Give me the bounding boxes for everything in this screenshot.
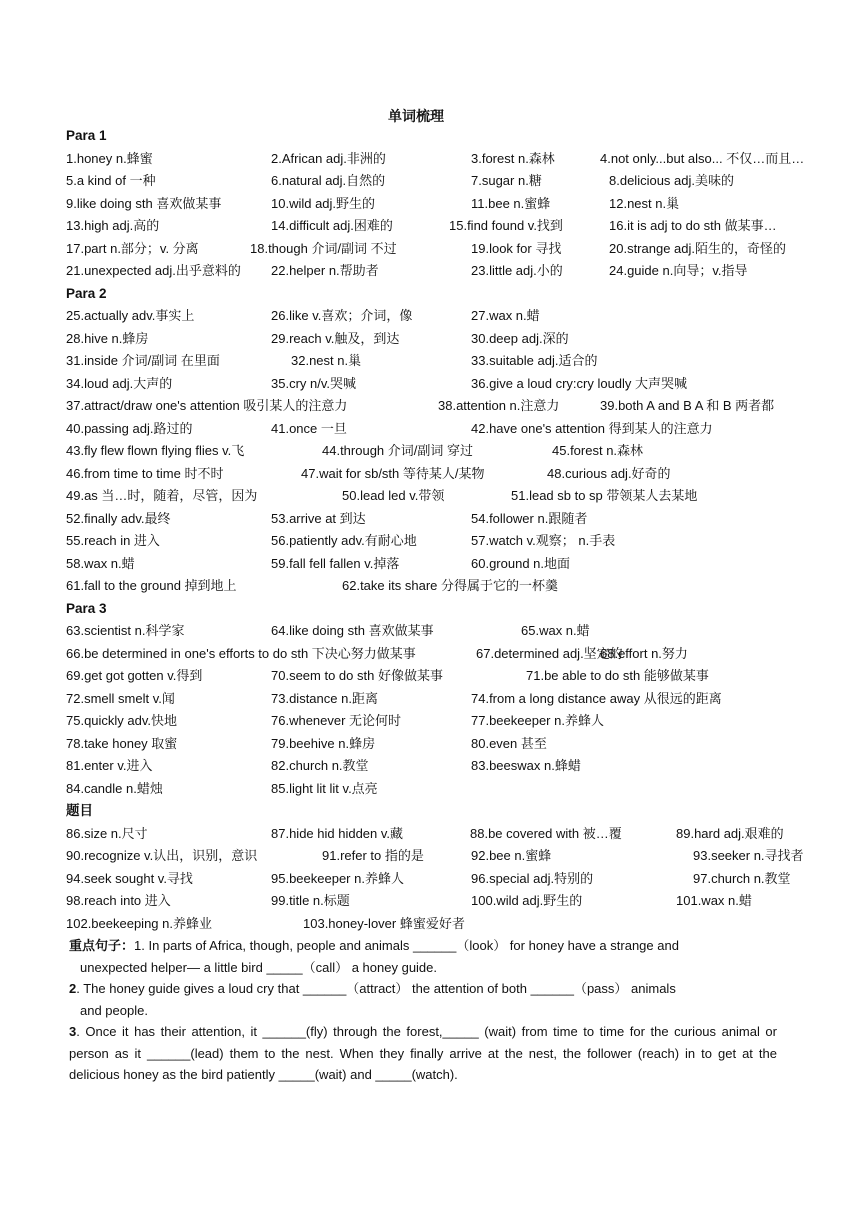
vocab-entry: 63.scientist n.科学家 (66, 623, 185, 638)
sentence-1-line-1: 1. In parts of Africa, though, people and animals ______（look） for honey have a strange and (134, 938, 679, 953)
vocab-entry: 14.difficult adj.困难的 (271, 218, 393, 233)
section-heading: 题目 (66, 803, 93, 818)
vocab-entry: 71.be able to do sth 能够做某事 (526, 668, 709, 683)
vocab-row (66, 868, 832, 891)
vocab-row (66, 823, 832, 846)
vocab-entry: 94.seek sought v.寻找 (66, 870, 193, 886)
vocab-entry: 96.special adj.特别的 (471, 870, 594, 886)
vocab-row (66, 463, 832, 486)
vocab-row (66, 305, 832, 328)
vocab-entry: 43.fly flew flown flying flies v.飞 (66, 443, 245, 458)
vocab-entry: 36.give a loud cry:cry loudly 大声哭喊 (471, 375, 688, 391)
vocab-row (66, 485, 832, 508)
vocab-row (66, 755, 832, 778)
vocab-row (66, 890, 832, 913)
vocab-row (66, 148, 832, 171)
page-title: 单词梳理 (388, 108, 444, 124)
vocab-entry: 37.attract/draw one's attention 吸引某人的注意力 (66, 398, 348, 413)
vocab-entry: 76.whenever 无论何时 (271, 713, 402, 728)
vocab-entry: 49.as 当…时，随着，尽管，因为 (66, 488, 258, 503)
vocab-entry: 93.seeker n.寻找者 (693, 848, 804, 863)
section-heading: Para 2 (66, 285, 107, 301)
vocab-entry: 42.have one's attention 得到某人的注意力 (471, 420, 713, 436)
vocab-entry: 15.find found v.找到 (449, 218, 563, 233)
vocab-row (66, 260, 832, 283)
vocab-entry: 47.wait for sb/sth 等待某人/某物 (301, 465, 485, 481)
vocab-entry: 87.hide hid hidden v.藏 (271, 825, 404, 841)
vocab-entry: 13.high adj.高的 (66, 218, 160, 233)
vocab-entry: 4.not only...but also... 不仅…而且… (600, 150, 805, 166)
vocab-entry: 29.reach v.触及，到达 (271, 330, 400, 346)
vocab-entry: 88.be covered with 被…覆 (470, 825, 622, 841)
vocab-row (66, 665, 832, 688)
vocab-entry: 102.beekeeping n.养蜂业 (66, 915, 212, 931)
vocab-entry: 25.actually adv.事实上 (66, 308, 195, 323)
vocab-entry: 23.little adj.小的 (471, 263, 563, 278)
vocab-entry: 39.both A and B A 和 B 两者都 (600, 398, 775, 413)
vocab-entry: 92.bee n.蜜蜂 (471, 848, 552, 863)
vocab-entry: 80.even 甚至 (471, 735, 547, 751)
vocab-entry: 103.honey-lover 蜂蜜爱好者 (303, 915, 465, 931)
sentence-3 (66, 1021, 777, 1086)
vocab-entry: 5.a kind of 一种 (66, 173, 156, 188)
vocab-entry: 97.church n.教堂 (693, 870, 791, 886)
sentence-2 (66, 978, 832, 1000)
vocab-entry: 64.like doing sth 喜欢做某事 (271, 623, 434, 638)
vocabulary-list (66, 125, 832, 1086)
vocab-row (66, 778, 832, 801)
sentence-2-line-1: . The honey guide gives a loud cry that ______（attract） the attention of both ______（pass） animals (76, 981, 676, 996)
sentence-1 (66, 935, 832, 957)
vocab-row (66, 508, 832, 531)
vocab-row (66, 688, 832, 711)
section-heading: Para 1 (66, 128, 107, 143)
vocab-entry: 75.quickly adv.快地 (66, 713, 178, 728)
vocab-entry: 56.patiently adv.有耐心地 (271, 533, 417, 548)
section-heading: Para 3 (66, 600, 107, 616)
vocab-entry: 17.part n.部分；v. 分离 (66, 240, 199, 256)
vocab-entry: 59.fall fell fallen v.掉落 (271, 555, 400, 571)
vocab-entry: 61.fall to the ground 掉到地上 (66, 578, 237, 593)
vocab-entry: 51.lead sb to sp 带领某人去某地 (511, 488, 698, 503)
vocab-entry: 31.inside 介词/副词 在里面 (66, 353, 220, 368)
vocab-entry: 58.wax n.蜡 (66, 555, 135, 571)
vocab-entry: 26.like v.喜欢；介词，像 (271, 308, 413, 323)
vocab-row (66, 553, 832, 576)
vocab-entry: 16.it is adj to do sth 做某事… (609, 218, 777, 233)
vocab-entry: 82.church n.教堂 (271, 758, 369, 773)
vocab-row (66, 845, 832, 868)
vocab-entry: 18.though 介词/副词 不过 (250, 240, 397, 256)
vocab-entry: 40.passing adj.路过的 (66, 420, 193, 436)
vocab-row (66, 215, 832, 238)
vocab-row (66, 418, 832, 441)
vocab-row (66, 170, 832, 193)
vocab-row (66, 395, 832, 418)
vocab-entry: 74.from a long distance away 从很远的距离 (471, 690, 722, 706)
sentence-3-number: 3 (69, 1024, 77, 1039)
vocab-row (66, 530, 832, 553)
vocab-row (66, 575, 832, 598)
vocab-entry: 86.size n.尺寸 (66, 825, 148, 841)
key-sentences (66, 935, 832, 1086)
vocab-entry: 69.get got gotten v.得到 (66, 668, 203, 683)
vocab-entry: 9.like doing sth 喜欢做某事 (66, 195, 222, 211)
vocab-entry: 57.watch v.观察； n.手表 (471, 533, 616, 548)
vocab-row (66, 373, 832, 396)
sentence-3-text: . Once it has their attention, it ______(fly) through the forest,_____ (wait) from time to time for the curious animal or person as it ______(lead) them to the nest. When they finally arrive at the nest, the follower (reach) in to get at the delicious honey as the bird patiently _____(wait) and _____(watch). (69, 1024, 777, 1082)
sentences-heading: 重点句子： (69, 938, 135, 953)
vocab-entry: 38.attention n.注意力 (438, 398, 560, 413)
vocab-entry: 65.wax n.蜡 (521, 623, 590, 638)
vocab-entry: 90.recognize v.认出，识别，意识 (66, 848, 258, 863)
vocab-row (66, 328, 832, 351)
vocab-entry: 62.take its share 分得属于它的一杯羹 (342, 578, 558, 593)
vocab-entry: 60.ground n.地面 (471, 555, 571, 571)
vocab-entry: 68.effort n.努力 (600, 645, 688, 661)
vocab-entry: 99.title n.标题 (271, 893, 350, 908)
vocab-entry: 21.unexpected adj.出乎意料的 (66, 263, 241, 278)
sentence-2-line-2: and people. (80, 1002, 148, 1018)
vocab-entry: 67.determined adj.坚定的 (476, 645, 623, 661)
vocab-entry: 85.light lit lit v.点亮 (271, 780, 378, 796)
vocab-row (66, 733, 832, 756)
vocab-entry: 8.delicious adj.美味的 (609, 173, 734, 188)
vocab-entry: 95.beekeeper n.养蜂人 (271, 870, 404, 886)
vocab-row (66, 643, 832, 666)
vocab-entry: 54.follower n.跟随者 (471, 510, 588, 526)
sentence-1-line-2: unexpected helper— a little bird _____（call） a honey guide. (80, 959, 438, 975)
vocab-entry: 3.forest n.森林 (471, 150, 555, 166)
vocab-entry: 50.lead led v.带领 (342, 488, 445, 503)
vocab-entry: 19.look for 寻找 (471, 240, 562, 256)
vocab-entry: 32.nest n.巢 (291, 353, 362, 368)
vocab-entry: 66.be determined in one's efforts to do sth 下决心努力做某事 (66, 645, 416, 661)
vocab-entry: 34.loud adj.大声的 (66, 375, 173, 391)
vocab-row (66, 238, 832, 261)
vocab-entry: 6.natural adj.自然的 (271, 173, 386, 188)
vocab-entry: 72.smell smelt v.闻 (66, 690, 175, 706)
vocab-entry: 77.beekeeper n.养蜂人 (471, 713, 604, 728)
vocab-entry: 84.candle n.蜡烛 (66, 780, 163, 796)
vocab-entry: 81.enter v.进入 (66, 758, 153, 773)
vocab-entry: 24.guide n.向导；v.指导 (609, 263, 748, 278)
vocab-row (66, 350, 832, 373)
vocab-entry: 28.hive n.蜂房 (66, 330, 149, 346)
vocab-row (66, 710, 832, 733)
vocab-entry: 27.wax n.蜡 (471, 308, 540, 323)
vocab-row (66, 193, 832, 216)
vocab-entry: 20.strange adj.陌生的，奇怪的 (609, 240, 787, 256)
vocab-entry: 45.forest n.森林 (552, 443, 644, 458)
vocab-entry: 30.deep adj.深的 (471, 330, 569, 346)
vocab-row (66, 440, 832, 463)
vocab-entry: 1.honey n.蜂蜜 (66, 150, 153, 166)
sentence-2-number: 2 (69, 981, 77, 996)
vocab-entry: 46.from time to time 时不时 (66, 465, 224, 481)
vocab-entry: 11.bee n.蜜蜂 (471, 195, 551, 211)
vocab-entry: 101.wax n.蜡 (676, 893, 752, 908)
vocab-entry: 2.African adj.非洲的 (271, 150, 386, 166)
vocab-entry: 55.reach in 进入 (66, 533, 160, 548)
vocab-entry: 35.cry n/v.哭喊 (271, 375, 357, 391)
vocab-entry: 48.curious adj.好奇的 (547, 465, 671, 481)
vocab-entry: 41.once 一旦 (271, 420, 347, 436)
vocab-entry: 91.refer to 指的是 (322, 848, 424, 863)
vocab-entry: 52.finally adv.最终 (66, 510, 171, 526)
vocab-entry: 22.helper n.帮助者 (271, 263, 379, 278)
vocab-entry: 78.take honey 取蜜 (66, 735, 178, 751)
vocab-entry: 79.beehive n.蜂房 (271, 735, 376, 751)
vocab-entry: 89.hard adj.艰难的 (676, 825, 784, 841)
vocab-entry: 98.reach into 进入 (66, 893, 171, 908)
vocab-row (66, 913, 832, 936)
vocab-entry: 100.wild adj.野生的 (471, 893, 583, 908)
vocab-row (66, 620, 832, 643)
vocab-entry: 70.seem to do sth 好像做某事 (271, 668, 443, 683)
vocab-entry: 44.through 介词/副词 穿过 (322, 443, 473, 458)
vocab-entry: 33.suitable adj.适合的 (471, 353, 598, 368)
vocab-entry: 10.wild adj.野生的 (271, 195, 376, 211)
vocab-entry: 7.sugar n.糖 (471, 173, 542, 188)
vocab-entry: 53.arrive at 到达 (271, 510, 366, 526)
vocab-entry: 12.nest n.巢 (609, 195, 680, 211)
vocab-entry: 83.beeswax n.蜂蜡 (471, 758, 581, 773)
vocab-entry: 73.distance n.距离 (271, 690, 378, 706)
